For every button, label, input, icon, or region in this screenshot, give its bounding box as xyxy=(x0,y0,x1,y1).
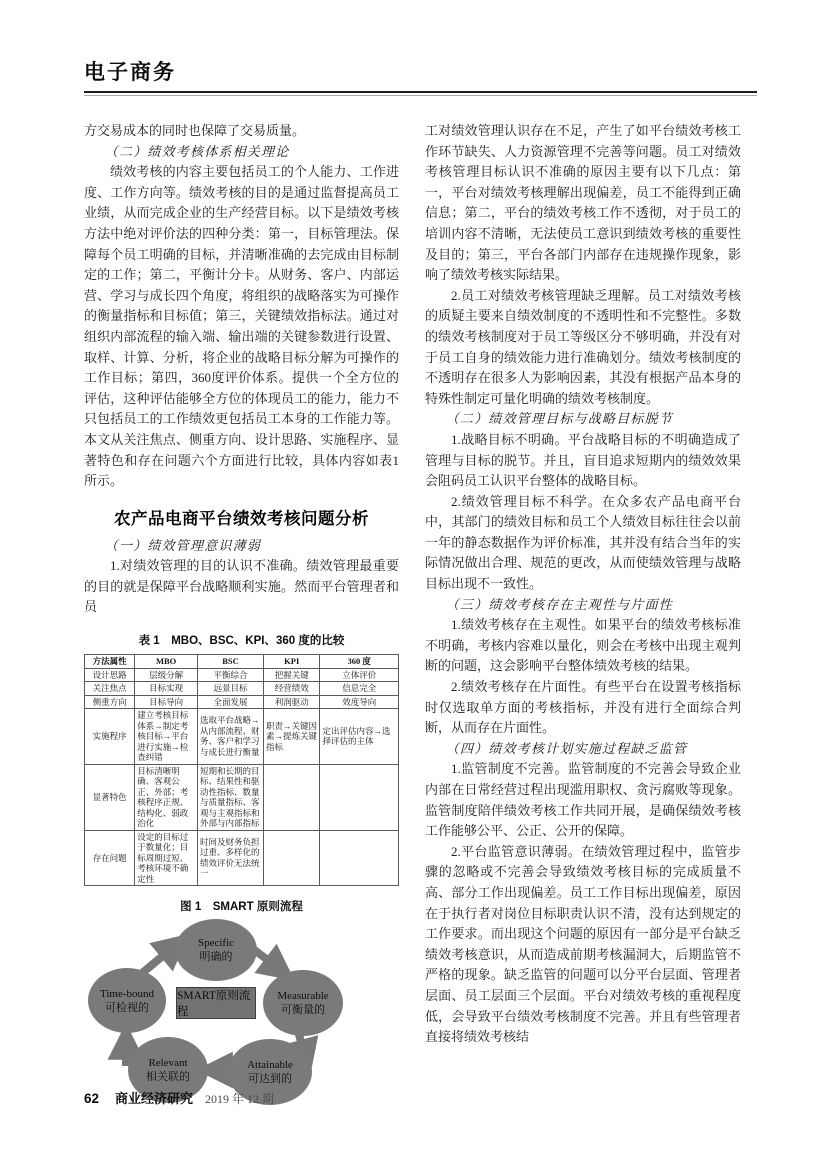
table-header-cell: KPI xyxy=(263,655,320,669)
node-label-zh: 明确的 xyxy=(199,951,233,964)
subsection-heading: （二）绩效管理目标与战略目标脱节 xyxy=(445,411,673,427)
table-cell: 目标实现 xyxy=(135,682,198,696)
paragraph: 2.员工对绩效考核管理缺乏理解。员工对绩效考核的质疑主要来自绩效制度的不透明性和不完整性。多数的绩效考核制度对于员工等级区分不够明确，并没有对于员工自身的绩效能力进行准确划分。绩效考核制度的不透明存在很多人为影响因素，其没有根据产品本身的特殊性制定可量化明确的绩效考核制度。 xyxy=(425,287,741,406)
comparison-table xyxy=(84,654,399,886)
table-cell: 目标清晰明确、客观公正、外部；考核程序正规、结构化、弱政治化 xyxy=(135,764,198,830)
table-cell: 建立考核目标体系→制定考核目标→平台进行实施→检查纠错 xyxy=(135,709,198,765)
paragraph: 1.绩效考核存在主观性。如果平台的绩效考核标准不明确，考核内容难以量化，则会在考核中出现主观判断的问题，这会影响平台整体绩效考核的结果。 xyxy=(425,617,741,674)
table-cell: 立体评价 xyxy=(320,668,399,682)
table-cell: 信息完全 xyxy=(320,682,399,696)
table-cell: 利润驱动 xyxy=(263,695,320,709)
table-row xyxy=(85,695,399,709)
node-label-zh: 可检视的 xyxy=(105,1001,149,1014)
table-cell xyxy=(263,830,320,886)
node-label-zh: 可衡量的 xyxy=(281,1004,325,1017)
row-label: 显著特色 xyxy=(85,764,135,830)
issue-label: 2019 年 12 期 xyxy=(205,1092,275,1106)
row-label: 实施程序 xyxy=(85,709,135,765)
smart-node-specific xyxy=(175,919,257,981)
page-header xyxy=(84,56,757,96)
subsection-heading: （二）绩效考核体系相关理论 xyxy=(104,143,290,159)
table-cell: 选取平台战略→从内部流程、财务、客户和学习与成长进行衡量 xyxy=(198,709,264,765)
column-section-title: 电子商务 xyxy=(84,61,176,84)
paragraph: 1.战略目标不明确。平台战略目标的不明确造成了管理与目标的脱节。并且，盲目追求短期内的绩效效果会阻码员工认识平台整体的战略目标。 xyxy=(425,431,741,489)
subsection-heading: （一）绩效管理意识薄弱 xyxy=(104,537,261,553)
arrow-timebound-to-specific xyxy=(141,944,177,974)
paragraph: 方交易成本的同时也保障了交易质量。 xyxy=(84,123,306,138)
table-header-cell: MBO xyxy=(135,655,198,669)
node-label-en: Relevant xyxy=(148,1057,188,1070)
table-header-row xyxy=(85,655,399,669)
row-label: 关注焦点 xyxy=(85,682,135,696)
smart-center-box: SMART原则流程 xyxy=(176,987,256,1019)
header-rule xyxy=(84,91,757,96)
table-cell: 职责→关键因素→提炼关键指标 xyxy=(263,709,320,765)
subsection-heading: （四）绩效考核计划实施过程缺乏监管 xyxy=(445,740,688,756)
table-cell: 远景目标 xyxy=(198,682,264,696)
table-cell: 层级分解 xyxy=(135,668,198,682)
table-header-cell: 360 度 xyxy=(320,655,399,669)
paragraph: 1.对绩效管理的目的认识不准确。绩效管理最重要的目的就是保障平台战略顺利实施。然而平台管理者和员 xyxy=(84,558,399,615)
left-column xyxy=(84,121,399,1122)
table-header-cell: BSC xyxy=(198,655,264,669)
table-cell: 短期和长期的目标、结果性和驱动性指标、数量与质量指标、客观与主观指标和外部与内部指标 xyxy=(198,764,264,830)
table-cell: 效度导向 xyxy=(320,695,399,709)
table-cell xyxy=(320,830,399,886)
table-cell: 定出评估内容→选择评估的主体 xyxy=(320,709,399,765)
table-cell: 目标导向 xyxy=(135,695,198,709)
page-footer xyxy=(84,1088,274,1107)
page-number: 62 xyxy=(84,1091,100,1106)
node-label-zh: 相关联的 xyxy=(146,1071,190,1084)
paragraph: 2.绩效管理目标不科学。在众多农产品电商平台中，其部门的绩效目标和员工个人绩效目标往往会以前一年的静态数据作为评价标准，其并没有结合当年的实际情况做出合理、规范的更改，从而使绩效管理与战略目标出现不一致性。 xyxy=(425,493,741,592)
table-row xyxy=(85,830,399,886)
paragraph: 绩效考核的内容主要包括员工的个人能力、工作进度、工作方向等。绩效考核的目的是通过监督提高员工业绩，从而完成企业的生产经营目标。以下是绩效考核方法中绝对评价法的四种分类：第一，目标管理法。保障每个员工明确的目标，并清晰准确的去完成由目标制定的工作；第二，平衡计分卡。从财务、客户、内部运营、学习与成长四个角度，将组织的战略落实为可操作的衡量指标和目标值；第三，关键绩效指标法。通过对组织内部流程的输入端、输出端的关键参数进行设置、取样、计算、分析，将企业的战略目标分解为可操作的工作目标；第四，360度评价体系。提供一个全方位的评估，这种评估能够全方位的体现员工的能力，能力不只包括员工的工作绩效更包括员工本身的工作能力等。本文从关注焦点、侧重方向、设计思路、实施程序、显著特色和存在问题六个方面进行比较，具体内容如表1所示。 xyxy=(84,164,399,489)
paragraph: 工对绩效管理认识存在不足，产生了如平台绩效考核工作环节缺失、人力资源管理不完善等问题。员工对绩效考核管理目标认识不准确的原因主要有以下几点：第一，平台对绩效考核理解出现偏差，员工不能得到正确信息；第二，平台的绩效考核工作不透彻，对于员工的培训内容不清晰，无法使员工意识到绩效考核的重要性及目的；第三，平台各部门内部存在违规操作现象，影响了绩效考核实际结果。 xyxy=(425,123,741,283)
figure-caption: 图 1 SMART 原则流程 xyxy=(180,901,303,914)
table-row xyxy=(85,764,399,830)
row-label: 侧重方向 xyxy=(85,695,135,709)
node-label-en: Specific xyxy=(197,937,235,950)
table-cell: 把握关键 xyxy=(263,668,320,682)
smart-node-measurable xyxy=(263,970,343,1036)
table-cell: 经营绩效 xyxy=(263,682,320,696)
table-caption: 表 1 MBO、BSC、KPI、360 度的比较 xyxy=(138,635,345,648)
node-label-en: Attainable xyxy=(247,1059,293,1072)
smart-node-timebound xyxy=(88,968,166,1033)
node-label-en: Measurable xyxy=(277,990,329,1003)
table-row xyxy=(85,682,399,696)
table-cell xyxy=(320,764,399,830)
table-cell: 平衡综合 xyxy=(198,668,264,682)
node-label-en: Time-bound xyxy=(100,987,154,1000)
paragraph: 1.监管制度不完善。监管制度的不完善会导致企业内部在日常经营过程出现滥用职权、贪污腐败等现象。监管制度陪伴绩效考核工作共同开展，是确保绩效考核工作能够公平、公正、公开的保障。 xyxy=(425,761,741,839)
table-cell: 设定的目标过于数量化；目标周期过短、考核环境不确定性 xyxy=(135,830,198,886)
paragraph: 2.平台监管意识薄弱。在绩效管理过程中，监管步骤的忽略或不完善会导致绩效考核目标的完成质量不高、部分工作出现偏差。员工工作目标出现偏差，原因在于执行者对岗位目标职责认识不清，没有达到规定的工作要求。而出现这个问题的原因有一部分是平台缺乏绩效考核意识，从而造成前期考核漏洞大，后期监管不严格的现象。缺乏监管的问题可以分平台层面、管理者层面、员工层面三个层面。平台对绩效考核的重视程度低，会导致平台绩效考核制度不完善。并且有些管理者直接将绩效考核结 xyxy=(425,843,741,1045)
table-cell: 全面发展 xyxy=(198,695,264,709)
row-label: 存在问题 xyxy=(85,830,135,886)
table-cell: 时间及财务负担过重、多样化的绩效评价无法统一 xyxy=(198,830,264,886)
table-header-cell: 方法属性 xyxy=(85,655,135,669)
section-title: 农产品电商平台绩效考核问题分析 xyxy=(114,509,369,528)
journal-name: 商业经济研究 xyxy=(115,1091,194,1106)
paragraph: 2.绩效考核存在片面性。有些平台在设置考核指标时仅选取单方面的考核指标，并没有进行全面综合判断，从而存在片面性。 xyxy=(425,679,741,736)
table-row xyxy=(85,668,399,682)
table-cell xyxy=(263,764,320,830)
subsection-heading: （三）绩效考核存在主观性与片面性 xyxy=(445,596,673,612)
right-column xyxy=(425,121,741,1048)
node-label-zh: 可达到的 xyxy=(248,1073,292,1086)
row-label: 设计思路 xyxy=(85,668,135,682)
table-row xyxy=(85,709,399,765)
